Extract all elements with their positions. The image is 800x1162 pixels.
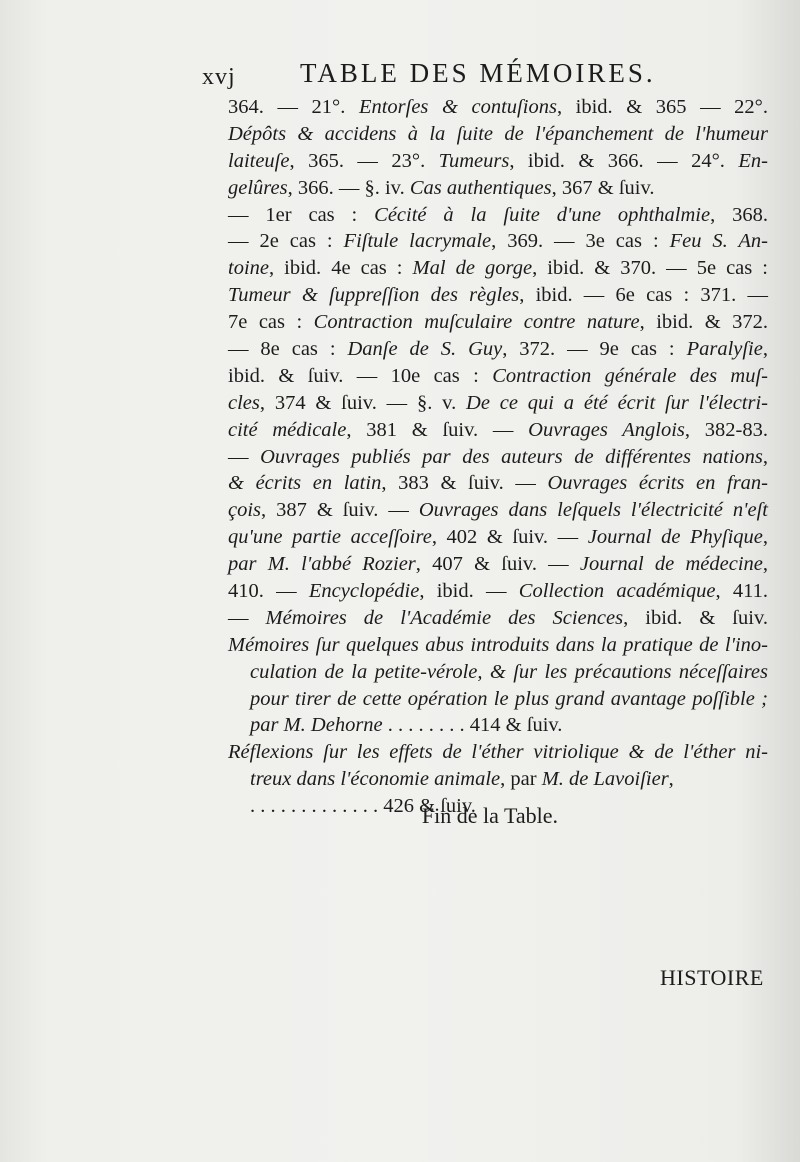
roman-text: , 381 & ſuiv. —	[346, 418, 529, 441]
text-line	[228, 470, 768, 497]
italic-title: Dépôts & accidens à la ſuite de l'épanchement de l'humeur	[228, 122, 768, 145]
italic-title: culation de la petite-vérole, & ſur les précautions néceſſaires	[250, 660, 768, 683]
roman-text: , 366. — §. iv.	[287, 176, 410, 199]
roman-text: , 372. — 9e cas :	[502, 338, 687, 361]
roman-text: , ibid. & 366. — 24°.	[509, 149, 739, 172]
line-content	[228, 390, 768, 417]
text-line	[228, 175, 768, 202]
line-content	[228, 605, 768, 632]
italic-title: treux dans l'économie animale	[250, 768, 501, 791]
line-content	[250, 659, 768, 686]
text-line	[228, 202, 768, 229]
roman-text: , ibid. & ſuiv.	[623, 606, 768, 629]
line-content	[228, 444, 768, 471]
line-content	[250, 712, 562, 739]
roman-text: , 383 & ſuiv. —	[381, 472, 548, 495]
text-line	[228, 578, 768, 605]
line-content	[250, 686, 768, 713]
roman-text: ibid. & ſuiv. — 10e cas :	[228, 364, 493, 387]
catchword: HISTOIRE	[660, 965, 764, 990]
text-line	[228, 605, 768, 632]
entry-first-line	[228, 739, 768, 766]
roman-text: , 374 & ſuiv. — §. v.	[259, 391, 467, 414]
text-line	[228, 309, 768, 336]
roman-text: , ibid. —	[419, 580, 519, 603]
text-line	[228, 282, 768, 309]
text-line	[228, 255, 768, 282]
text-line	[228, 336, 768, 363]
text-line	[228, 497, 768, 524]
line-content	[228, 94, 768, 121]
text-line	[228, 363, 768, 390]
roman-text: — 2e cas :	[228, 230, 344, 253]
line-content	[228, 202, 768, 229]
line-content	[228, 578, 768, 605]
roman-text: , 411.	[715, 580, 768, 603]
italic-title: Ouvrages dans leſquels l'électricité n'eſt	[418, 499, 768, 522]
line-content	[228, 470, 768, 497]
italic-title: & écrits en latin	[228, 472, 382, 495]
roman-text: , 368.	[710, 203, 769, 226]
text-line	[228, 94, 768, 121]
roman-text: , 387 & ſuiv. —	[261, 499, 419, 522]
entry-first-line	[228, 632, 768, 659]
roman-text: 364. — 21°.	[228, 96, 359, 118]
italic-title: Ouvrages Anglois	[528, 418, 685, 441]
roman-text: , 369. — 3e cas :	[491, 230, 670, 253]
italic-title: cles	[228, 391, 260, 414]
line-content	[228, 417, 768, 444]
italic-title: Danſe de S. Guy	[347, 338, 503, 361]
italic-title: gelûres	[228, 176, 288, 199]
italic-title: Journal de Phyſique	[587, 526, 763, 549]
italic-title: Ouvrages écrits en fran-	[547, 472, 768, 495]
italic-title: De ce qui a été écrit ſur l'électri-	[466, 391, 768, 414]
text-line	[228, 524, 768, 551]
line-content	[228, 524, 768, 551]
roman-text: 410. —	[228, 580, 309, 603]
line-content	[228, 282, 768, 309]
italic-title: Journal de médecine	[579, 553, 763, 576]
text-line	[228, 417, 768, 444]
roman-text: 7e cas :	[228, 311, 314, 334]
line-content	[228, 336, 768, 363]
roman-text: , ibid. 4e cas :	[269, 257, 413, 280]
text-line	[228, 551, 768, 578]
entry-continuation-line	[228, 659, 768, 686]
roman-text: , 402 & ſuiv. —	[431, 526, 588, 549]
line-content	[228, 632, 768, 659]
italic-title: M. de Lavoiſier	[541, 768, 669, 791]
italic-title: çois	[228, 499, 262, 522]
page-header	[0, 58, 800, 92]
text-line	[228, 444, 768, 471]
italic-title: Contraction générale des muſ-	[492, 364, 768, 387]
line-content	[228, 309, 768, 336]
roman-text: , ibid. & 370. — 5e cas :	[532, 257, 768, 280]
italic-title: Tumeurs	[438, 149, 510, 172]
italic-title: Mal de gorge	[412, 257, 533, 280]
text-line	[228, 148, 768, 175]
italic-title: Mémoires ſur quelques abus introduits dans la pratique de l'ino-	[228, 633, 768, 656]
roman-text: , 365. — 23°.	[289, 149, 439, 172]
italic-title: Réflexions ſur les effets de l'éther vitriolique & de l'éther ni-	[228, 741, 768, 764]
italic-title: Mémoires de l'Académie des Sciences	[265, 606, 624, 629]
italic-title: laiteuſe	[228, 149, 290, 172]
italic-title: Entorſes & contuſions	[358, 96, 557, 118]
line-content	[228, 255, 768, 282]
roman-text: — 8e cas :	[228, 338, 348, 361]
italic-title: toine	[228, 257, 269, 280]
roman-text: —	[228, 606, 266, 629]
italic-title: pour tirer de cette opération le plus grand avantage poſſible ;	[250, 687, 768, 710]
roman-text: ,	[762, 445, 769, 468]
italic-title: En-	[738, 149, 768, 172]
toc-continuation	[228, 94, 768, 632]
roman-text: — 1er cas :	[228, 203, 375, 226]
italic-title: Ouvrages publiés par des auteurs de différentes nations	[260, 445, 763, 468]
line-content	[228, 363, 768, 390]
roman-text: ,	[668, 768, 674, 791]
roman-text: , ibid. & 365 — 22°.	[556, 96, 768, 118]
running-title: TABLE DES MÉMOIRES.	[300, 58, 656, 88]
memoir-entries	[228, 632, 768, 820]
entry-continuation-line	[228, 686, 768, 713]
roman-text: , ibid. — 6e cas : 371. —	[519, 284, 768, 307]
line-content	[228, 175, 655, 202]
text-line	[228, 228, 768, 255]
italic-title: Feu S. An-	[669, 230, 768, 253]
line-content	[250, 766, 674, 793]
italic-title: Cas authentiques	[409, 176, 552, 199]
line-content	[228, 228, 768, 255]
roman-text: . . . . . . . . . . . . . 426 & ſuiv.	[250, 795, 476, 818]
italic-title: Contraction muſculaire contre nature	[313, 311, 640, 334]
roman-text: ,	[762, 526, 768, 549]
line-content	[228, 551, 768, 578]
roman-text: . . . . . . . . 414 & ſuiv.	[382, 714, 563, 737]
entry-continuation-line	[228, 766, 768, 793]
italic-title: Tumeur & ſuppreſſion des règles	[228, 284, 520, 307]
italic-title: Encyclopédie	[308, 580, 420, 603]
italic-title: Fiſtule lacrymale	[343, 230, 492, 253]
italic-title: Cécité à la ſuite d'une ophthalmie	[374, 203, 711, 226]
text-line	[228, 390, 768, 417]
table-of-contents-text	[228, 94, 768, 820]
roman-text: , 407 & ſuiv. —	[415, 553, 580, 576]
italic-title: Collection académique	[518, 580, 716, 603]
roman-text: ,	[762, 553, 768, 576]
italic-title: par M. Dehorne	[250, 714, 383, 737]
italic-title: par M. l'abbé Rozier	[228, 553, 416, 576]
line-content	[228, 121, 768, 148]
roman-text: , ibid. & 372.	[639, 311, 768, 334]
roman-text: —	[228, 445, 261, 468]
roman-text: , 382-83.	[684, 418, 768, 441]
roman-text: , par	[500, 768, 542, 791]
end-note-text: Fin de la Table.	[421, 803, 559, 828]
italic-title: cité médicale	[228, 418, 347, 441]
line-content	[228, 148, 768, 175]
line-content	[228, 497, 768, 524]
roman-text: , 367 & ſuiv.	[551, 176, 655, 199]
page-number: xvj	[202, 64, 236, 90]
entry-continuation-line	[228, 712, 768, 739]
end-of-table-note	[0, 803, 800, 829]
italic-title: qu'une partie acceſſoire	[228, 526, 432, 549]
text-line	[228, 121, 768, 148]
italic-title: Paralyſie	[686, 338, 763, 361]
roman-text: ,	[762, 338, 768, 361]
line-content	[228, 739, 768, 766]
